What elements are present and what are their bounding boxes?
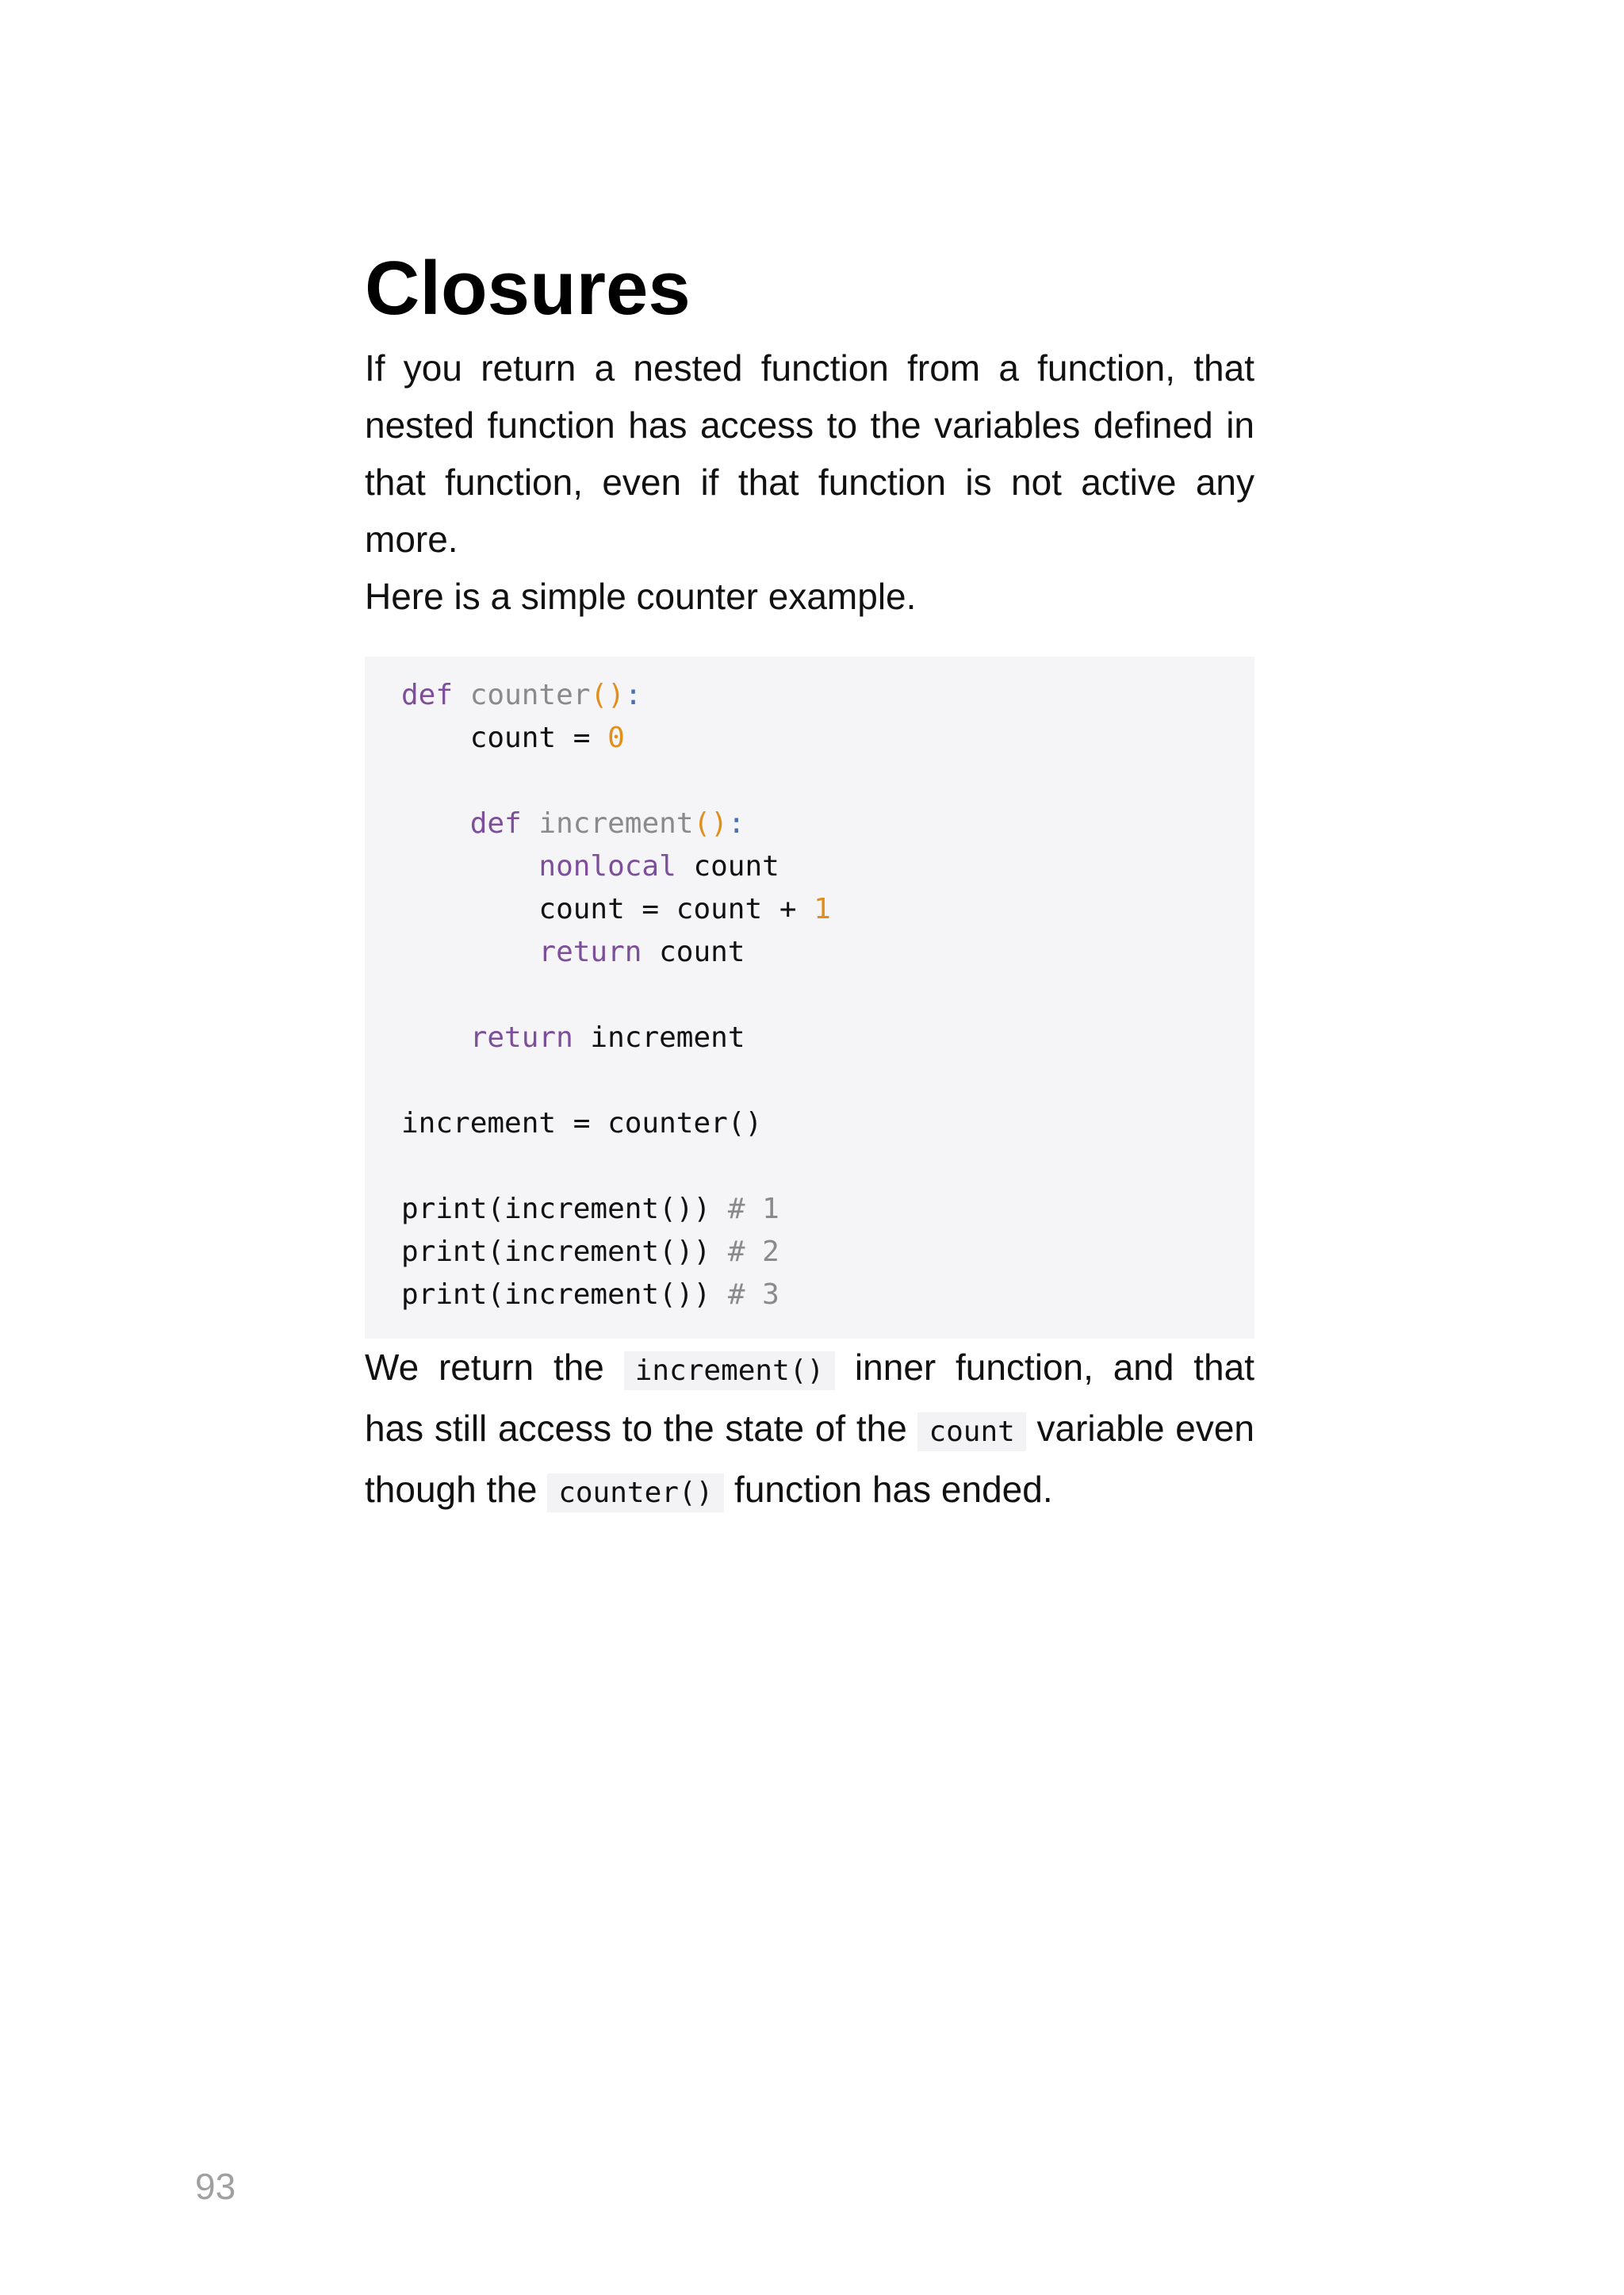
code-text: count — [676, 850, 779, 883]
closing-text-4: function has ended. — [724, 1469, 1053, 1510]
code-indent — [401, 1021, 470, 1054]
page-content — [365, 238, 1254, 1522]
code-number: 0 — [607, 722, 625, 754]
code-keyword: return — [538, 936, 642, 968]
code-keyword: def — [469, 807, 522, 840]
closing-paragraph — [365, 1339, 1254, 1522]
closing-text-2: inner function, and that has still access to the state of the — [365, 1347, 1254, 1449]
code-parens: () — [590, 679, 625, 711]
code-indent — [401, 807, 470, 840]
code-function-name: increment — [538, 807, 694, 840]
code-parens: () — [693, 807, 728, 840]
closing-text-3: variable even though the — [365, 1408, 1254, 1510]
intro-paragraph: If you return a nested function from a function, that nested function has access to the variables defined in that function, even if that function is not active any more. — [365, 347, 1254, 560]
code-text: increment — [573, 1021, 745, 1054]
code-comment: # 1 — [727, 1193, 779, 1225]
code-block — [365, 657, 1254, 1339]
code-line-4 — [401, 803, 1218, 845]
code-line-6 — [401, 888, 1218, 931]
inline-code-increment: increment() — [624, 1351, 835, 1390]
code-line-5 — [401, 845, 1218, 888]
page-title: Closures — [365, 246, 691, 331]
code-comment: # 3 — [727, 1278, 779, 1311]
code-colon: : — [727, 807, 745, 840]
example-intro-paragraph: Here is a simple counter example. — [365, 576, 917, 617]
code-line-2 — [401, 717, 1218, 760]
code-line-13 — [401, 1188, 1218, 1231]
code-line-12 — [401, 1145, 1218, 1188]
code-comment: # 2 — [727, 1236, 779, 1268]
code-line-10 — [401, 1059, 1218, 1102]
code-text: print(increment()) — [401, 1236, 728, 1268]
page-number: 93 — [195, 2166, 236, 2207]
code-text: count = count + — [538, 893, 814, 925]
closing-text-1: We return the — [365, 1347, 624, 1388]
code-line-14 — [401, 1231, 1218, 1274]
code-text: print(increment()) — [401, 1193, 728, 1225]
code-line-7 — [401, 931, 1218, 974]
code-indent — [401, 936, 538, 968]
code-line-1 — [401, 674, 1218, 717]
code-indent — [401, 722, 470, 754]
code-number: 1 — [814, 893, 831, 925]
code-line-11 — [401, 1102, 1218, 1145]
code-line-9 — [401, 1017, 1218, 1059]
code-indent — [401, 893, 538, 925]
code-colon: : — [624, 679, 642, 711]
code-function-name: counter — [469, 679, 591, 711]
code-line-15 — [401, 1274, 1218, 1316]
code-indent — [401, 850, 538, 883]
code-line-8 — [401, 974, 1218, 1017]
inline-code-count: count — [917, 1412, 1025, 1451]
code-keyword: nonlocal — [538, 850, 676, 883]
code-text: print(increment()) — [401, 1278, 728, 1311]
code-line-3 — [401, 760, 1218, 803]
code-text: count = — [469, 722, 608, 754]
code-keyword: return — [469, 1021, 573, 1054]
code-keyword: def — [401, 679, 454, 711]
inline-code-counter: counter() — [547, 1473, 724, 1512]
code-text: increment = counter() — [401, 1107, 763, 1140]
code-text: count — [642, 936, 745, 968]
